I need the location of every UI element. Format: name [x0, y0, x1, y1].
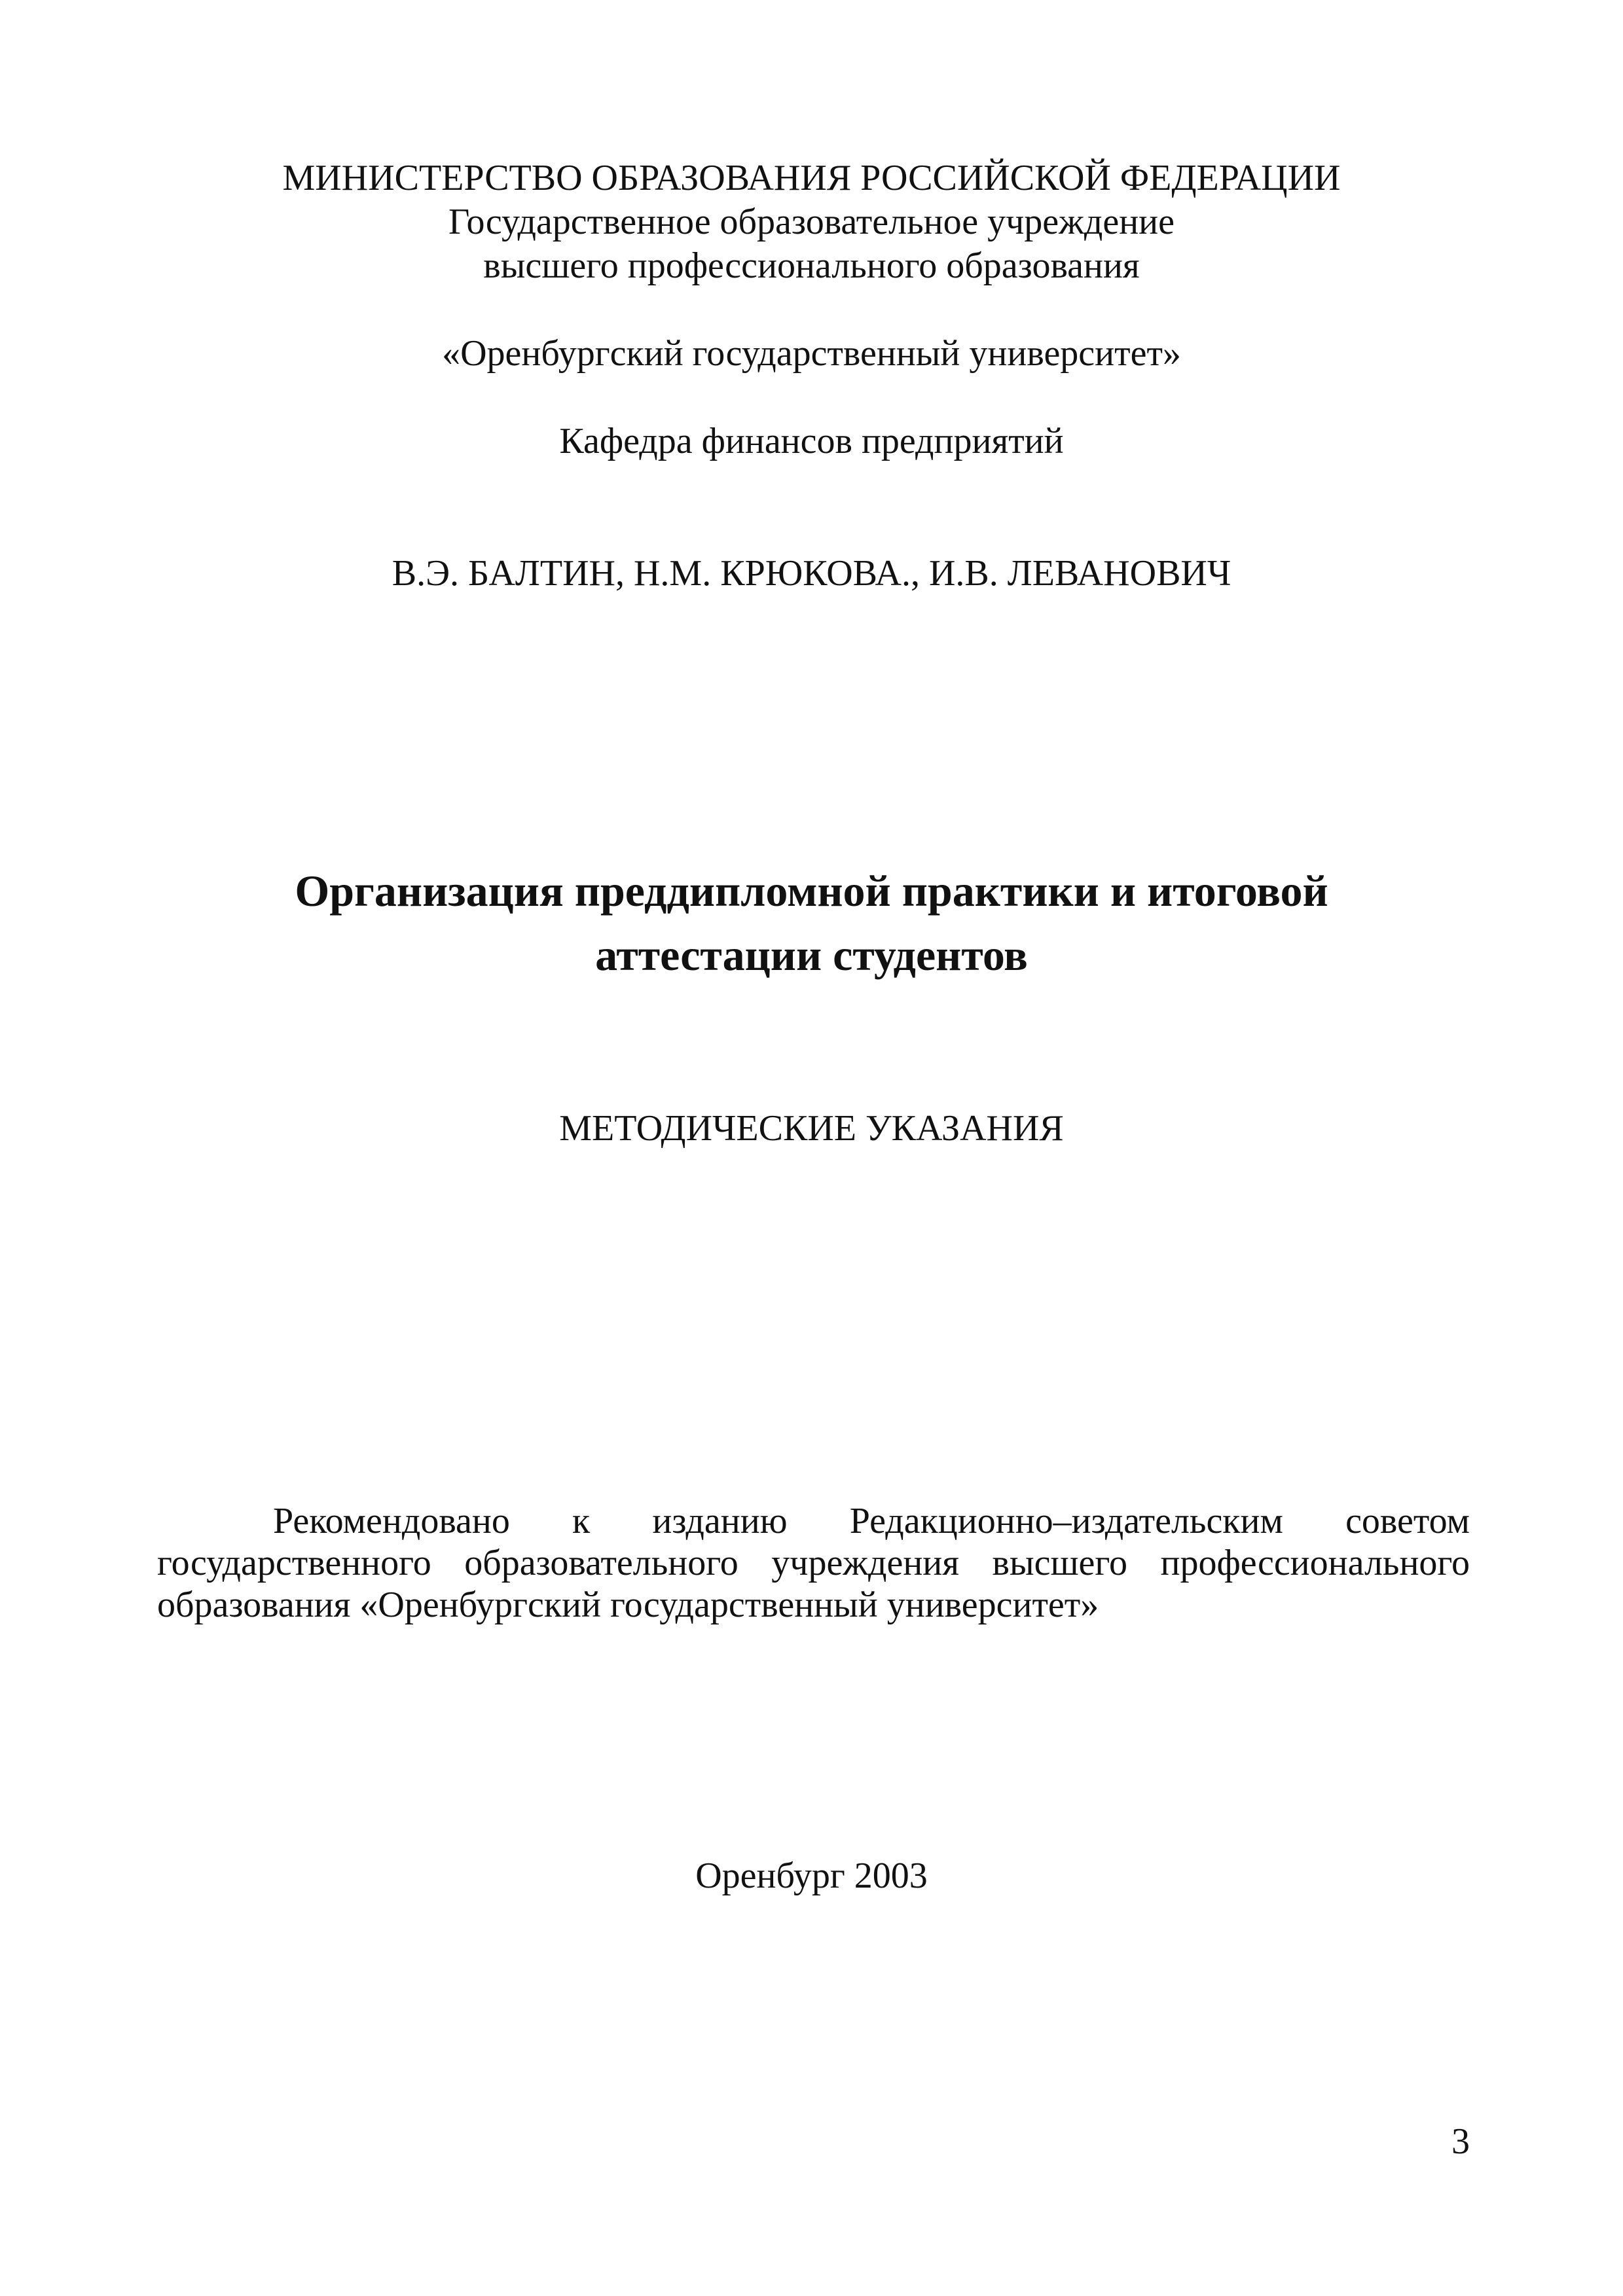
university-name: «Оренбургский государственный университет» — [442, 333, 1181, 374]
page-number: 3 — [1451, 2121, 1470, 2162]
place-year: Оренбург 2003 — [695, 1856, 928, 1896]
recommendation-line-1: Рекомендовано к изданию Редакционно–издательским советом — [273, 1501, 1470, 1541]
recommendation-line-3: образования «Оренбургский государственный университет» — [157, 1585, 1099, 1625]
institution-line-1: Государственное образовательное учреждение — [448, 202, 1175, 242]
institution-line-2: высшего профессионального образования — [483, 245, 1140, 286]
recommendation-line-2: государственного образовательного учреждения высшего профессионального — [157, 1543, 1470, 1583]
authors: В.Э. БАЛТИН, Н.М. КРЮКОВА., И.В. ЛЕВАНОВИЧ — [392, 553, 1231, 594]
document-title — [0, 859, 1623, 987]
title-line-1: Организация преддипломной практики и итоговой — [295, 866, 1328, 916]
recommendation-paragraph — [157, 1500, 1470, 1626]
document-type: МЕТОДИЧЕСКИЕ УКАЗАНИЯ — [559, 1108, 1064, 1149]
title-line-2: аттестации студентов — [595, 930, 1028, 980]
ministry-line: МИНИСТЕРСТВО ОБРАЗОВАНИЯ РОССИЙСКОЙ ФЕДЕРАЦИИ — [282, 158, 1341, 198]
department-name: Кафедра финансов предприятий — [559, 421, 1064, 461]
